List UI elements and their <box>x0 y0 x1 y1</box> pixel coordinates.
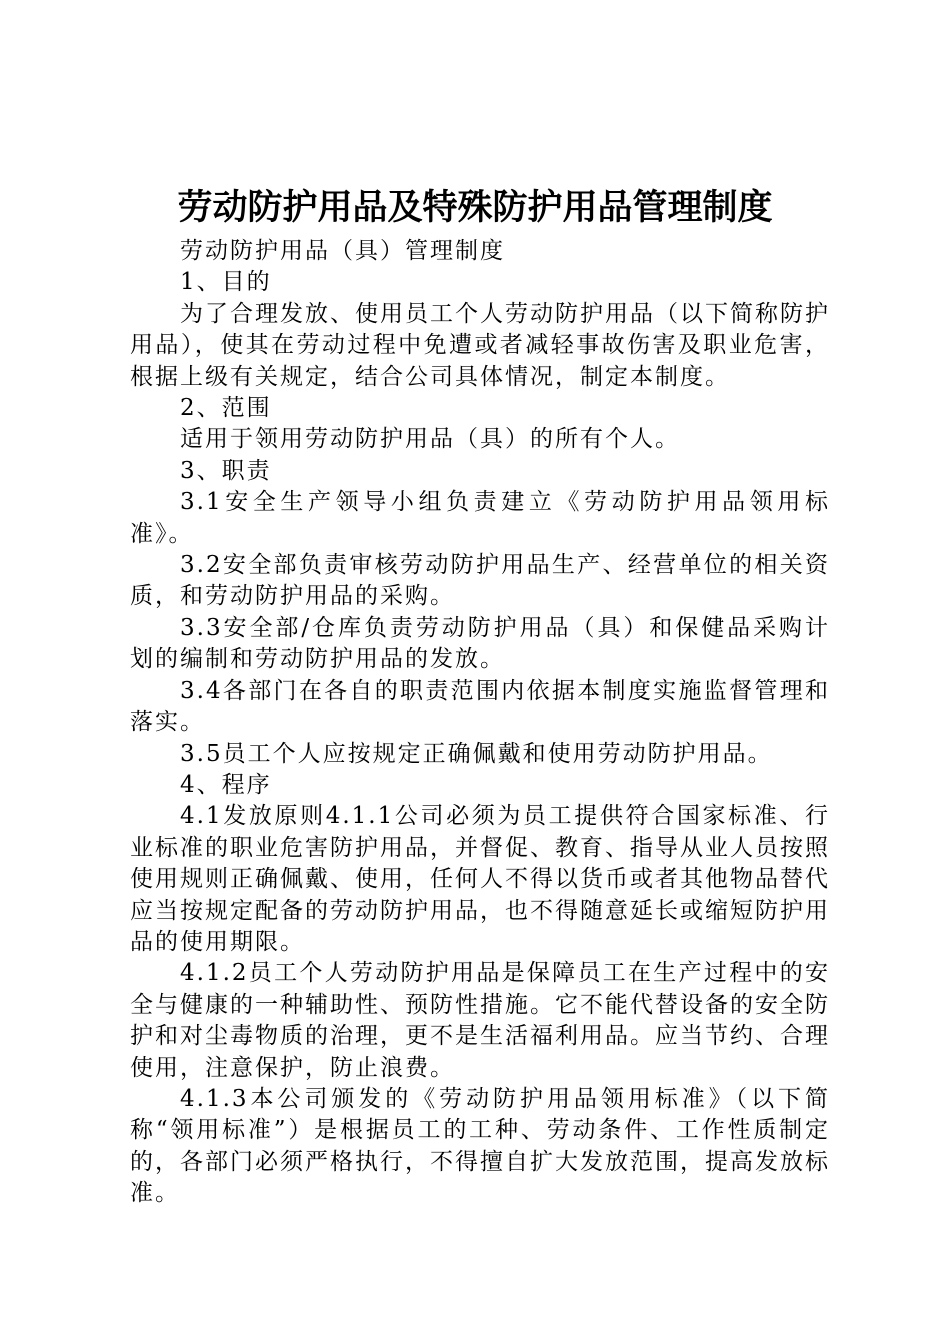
paragraph-duty-3-5: 3.5员工个人应按规定正确佩戴和使用劳动防护用品。 <box>180 740 773 767</box>
section-heading-procedure: 4、程序 <box>180 771 272 798</box>
paragraph-duty-3-2: 3.2安全部负责审核劳动防护用品生产、经营单位的相关资质，和劳动防护用品的采购。 <box>130 552 830 610</box>
section-heading-duties: 3、职责 <box>180 457 272 484</box>
section-heading-scope: 2、范围 <box>180 395 272 422</box>
paragraph-duty-3-3: 3.3安全部/仓库负责劳动防护用品（具）和保健品采购计划的编制和劳动防护用品的发放。 <box>130 614 830 673</box>
paragraph-purpose: 为了合理发放、使用员工个人劳动防护用品（以下简称防护用品），使其在劳动过程中免遭或者减轻事故伤害及职业危害，根据上级有关规定，结合公司具体情况，制定本制度。 <box>130 300 830 390</box>
paragraph-procedure-4-1: 4.1发放原则4.1.1公司必须为员工提供符合国家标准、行业标准的职业危害防护用品，并督促、教育、指导从业人员按照使用规则正确佩戴、使用，任何人不得以货币或者其他物品替代应当按规定配备的劳动防护用品，也不得随意延长或缩短防护用品的使用期限。 <box>130 803 830 955</box>
paragraph-duty-3-4: 3.4各部门在各自的职责范围内依据本制度实施监督管理和落实。 <box>130 677 830 736</box>
paragraph-procedure-4-1-2: 4.1.2员工个人劳动防护用品是保障员工在生产过程中的安全与健康的一种辅助性、预防性措施。它不能代替设备的安全防护和对尘毒物质的治理，更不是生活福利用品。应当节约、合理使用，注意保护，防止浪费。 <box>130 960 830 1081</box>
section-heading-purpose: 1、目的 <box>180 269 272 296</box>
paragraph-procedure-4-1-3: 4.1.3本公司颁发的《劳动防护用品领用标准》（以下简称“领用标准”）是根据员工的工种、劳动条件、工作性质制定的，各部门必须严格执行，不得擅自扩大发放范围，提高发放标准。 <box>130 1085 830 1207</box>
document-body <box>130 236 830 1210</box>
paragraph-scope: 适用于领用劳动防护用品（具）的所有个人。 <box>180 426 680 453</box>
paragraph-subtitle: 劳动防护用品（具）管理制度 <box>180 238 505 264</box>
paragraph-duty-3-1: 3.1安全生产领导小组负责建立《劳动防护用品领用标准》。 <box>130 489 830 547</box>
document-title: 劳动防护用品及特殊防护用品管理制度 <box>177 187 773 228</box>
